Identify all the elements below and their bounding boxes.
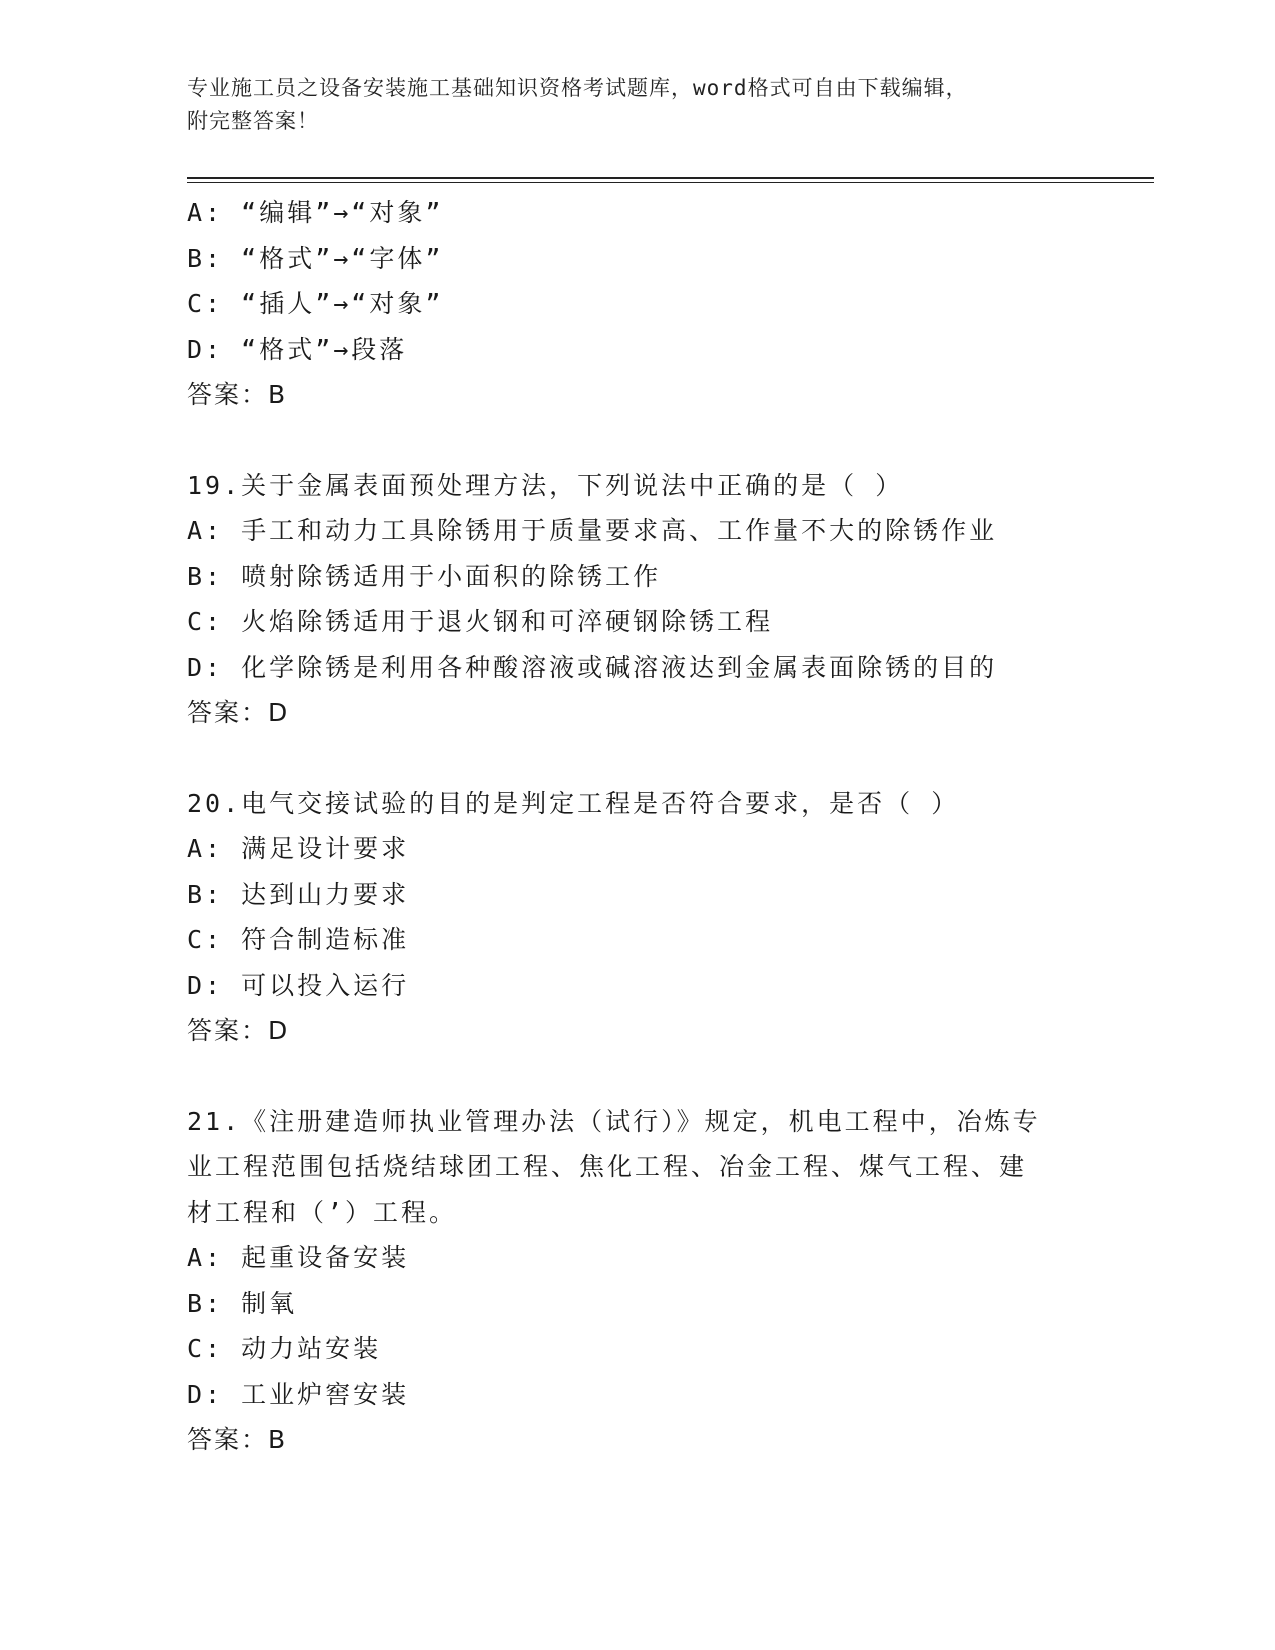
option-d: D: 可以投入运行 <box>187 970 410 1000</box>
option-c: C: 火焰除锈适用于退火钢和可淬硬钢除锈工程 <box>187 607 774 636</box>
question-stem-line-3: 材工程和（’）工程。 <box>187 1197 458 1227</box>
answer-label: 答案：B <box>187 380 288 409</box>
question-stem-line-2: 业工程范围包括烧结球团工程、焦化工程、冶金工程、煤气工程、建 <box>187 1152 1028 1181</box>
header-line-1: 专业施工员之设备安装施工基础知识资格考试题库，word格式可自由下载编辑， <box>187 76 968 100</box>
question-stem: 19.关于金属表面预处理方法，下列说法中正确的是（ ） <box>187 470 904 500</box>
question-18 <box>187 190 1087 418</box>
option-a: A: “编辑”→“对象” <box>187 198 444 227</box>
header-line-2: 附完整答案！ <box>187 109 319 133</box>
option-b: B: “格式”→“字体” <box>187 243 444 273</box>
option-c: C: “插人”→“对象” <box>187 289 444 318</box>
option-d: D: 工业炉窖安装 <box>187 1379 410 1409</box>
question-stem: 20.电气交接试验的目的是判定工程是否符合要求，是否（ ） <box>187 788 960 818</box>
answer-label: 答案：B <box>187 1425 288 1454</box>
option-a: A: 手工和动力工具除锈用于质量要求高、工作量不大的除锈作业 <box>187 516 998 545</box>
document-header <box>187 72 1087 138</box>
header-rule-thick <box>187 177 1154 179</box>
option-c: C: 符合制造标准 <box>187 925 410 954</box>
question-19 <box>187 463 1087 736</box>
option-b: B: 喷射除锈适用于小面积的除锈工作 <box>187 561 662 591</box>
option-a: A: 起重设备安装 <box>187 1243 410 1272</box>
option-b: B: 达到山力要求 <box>187 879 410 909</box>
answer-label: 答案：D <box>187 1016 290 1045</box>
header-rule-thin <box>187 182 1154 183</box>
question-stem-line-1: 21.《注册建造师执业管理办法（试行）》规定，机电工程中，冶炼专 <box>187 1106 1041 1136</box>
question-list <box>187 190 1087 1463</box>
option-c: C: 动力站安装 <box>187 1334 382 1363</box>
answer-label: 答案：D <box>187 698 290 727</box>
option-a: A: 满足设计要求 <box>187 834 410 863</box>
option-d: D: 化学除锈是利用各种酸溶液或碱溶液达到金属表面除锈的目的 <box>187 652 998 682</box>
option-d: D: “格式”→段落 <box>187 334 408 364</box>
option-b: B: 制氧 <box>187 1288 298 1318</box>
question-21 <box>187 1099 1087 1463</box>
question-20 <box>187 781 1087 1054</box>
